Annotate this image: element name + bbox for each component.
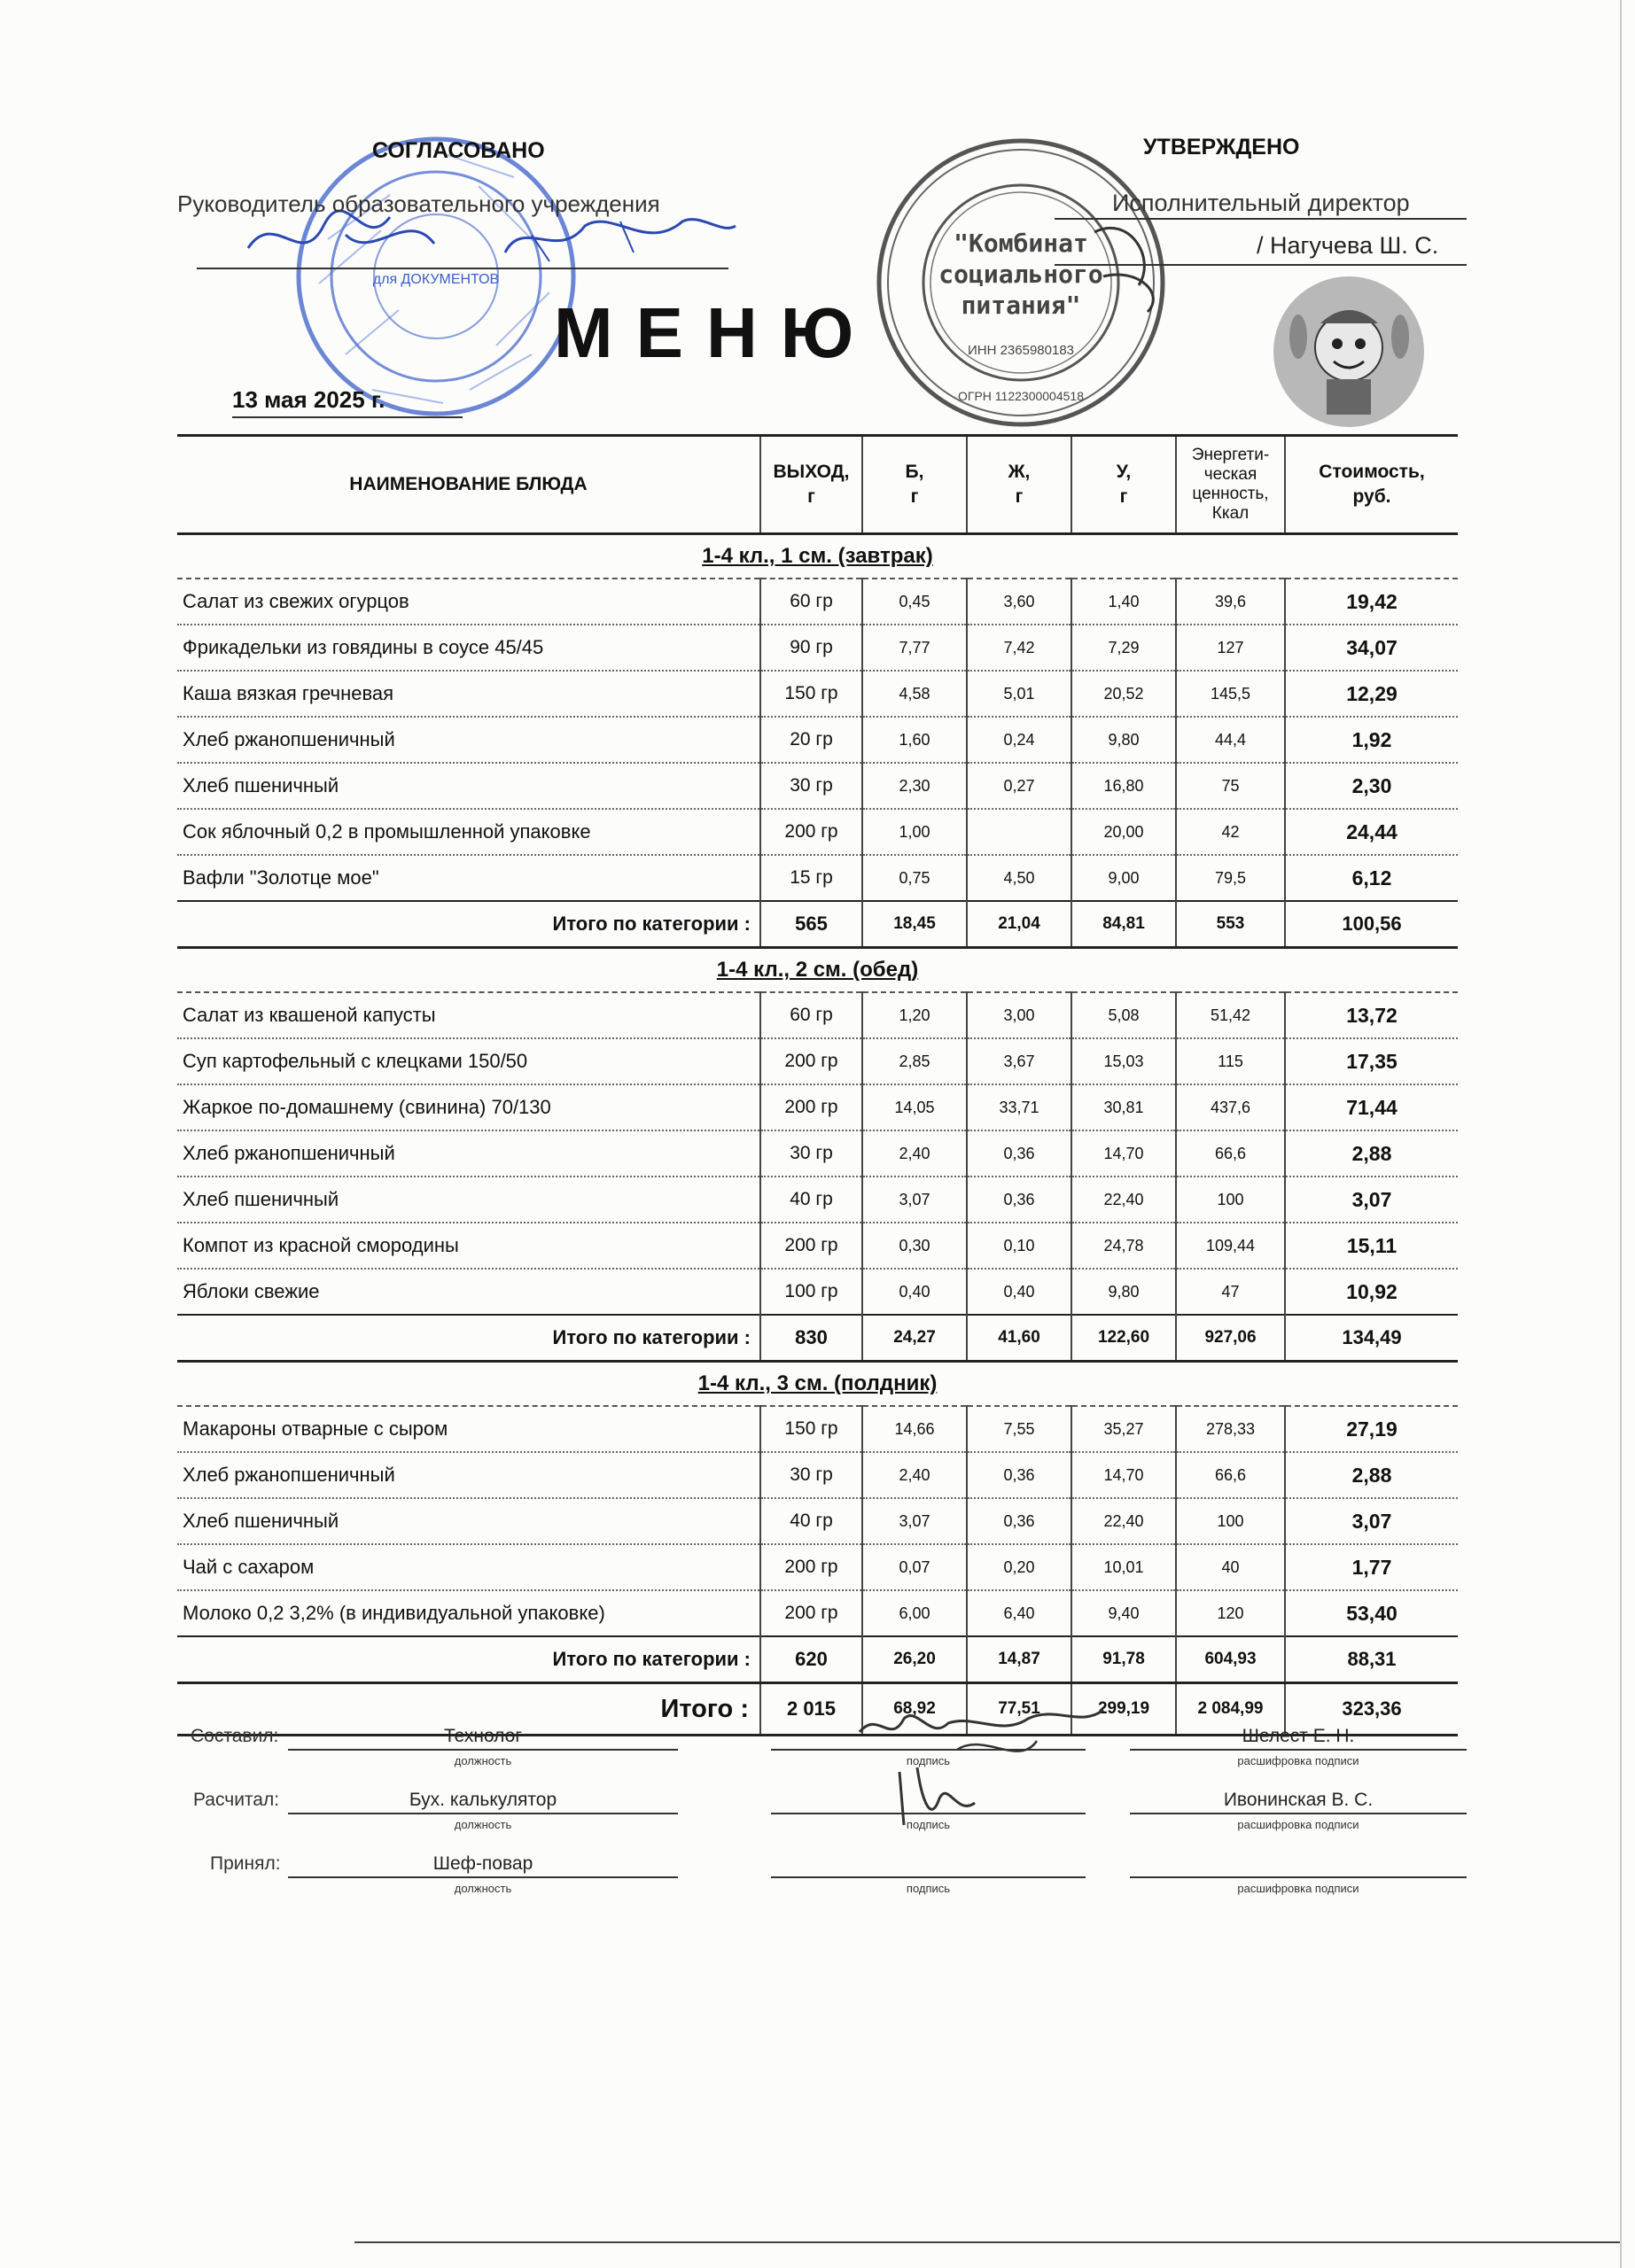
yield-cell: 30 гр bbox=[760, 1452, 862, 1498]
company-stamp bbox=[873, 135, 1170, 431]
cost-cell: 71,44 bbox=[1285, 1084, 1458, 1130]
category-title: 1-4 кл., 3 см. (полдник) bbox=[177, 1362, 1458, 1407]
signature-caption: подпись bbox=[906, 1818, 951, 1831]
fat-cell: 7,42 bbox=[967, 625, 1071, 671]
page-bottom-rule bbox=[354, 2241, 1622, 2243]
total-cost-cell: 134,49 bbox=[1285, 1315, 1458, 1362]
technologist-signature bbox=[851, 1697, 1117, 1772]
cost-cell: 2,88 bbox=[1285, 1452, 1458, 1498]
total-protein-cell: 26,20 bbox=[862, 1636, 967, 1683]
fat-cell: 0,36 bbox=[967, 1452, 1071, 1498]
carbs-cell: 14,70 bbox=[1071, 1130, 1176, 1177]
category-total-row bbox=[177, 1315, 1458, 1362]
signature-line bbox=[771, 1876, 1086, 1878]
total-fat-cell: 41,60 bbox=[967, 1315, 1071, 1362]
date-underline bbox=[232, 416, 463, 418]
dish-name: Макароны отварные с сыром bbox=[177, 1406, 760, 1452]
dish-name: Фрикадельки из говядины в соусе 45/45 bbox=[177, 625, 760, 671]
decode-caption: расшифровка подписи bbox=[1237, 1882, 1359, 1895]
stamp-text-line-1: "Комбинат bbox=[954, 229, 1088, 258]
table-row bbox=[177, 625, 1458, 671]
cost-cell: 15,11 bbox=[1285, 1223, 1458, 1269]
grand-total-cost-cell: 323,36 bbox=[1285, 1683, 1458, 1736]
category-title: 1-4 кл., 2 см. (обед) bbox=[177, 948, 1458, 993]
energy-cell: 40 bbox=[1176, 1544, 1285, 1590]
accountant-signature bbox=[886, 1763, 984, 1829]
position-line bbox=[288, 1749, 678, 1751]
table-row bbox=[177, 1406, 1458, 1452]
table-row bbox=[177, 671, 1458, 717]
protein-cell: 0,75 bbox=[862, 855, 967, 901]
fat-cell: 7,55 bbox=[967, 1406, 1071, 1452]
fat-cell: 0,27 bbox=[967, 763, 1071, 809]
col-header-energy: Энергети- ческая ценность, Ккал bbox=[1176, 436, 1285, 534]
energy-cell: 66,6 bbox=[1176, 1452, 1285, 1498]
protein-cell: 2,40 bbox=[862, 1130, 967, 1177]
protein-cell: 2,85 bbox=[862, 1038, 967, 1084]
table-row bbox=[177, 855, 1458, 901]
col-header-protein: Б, г bbox=[862, 436, 967, 534]
cost-cell: 2,88 bbox=[1285, 1130, 1458, 1177]
yield-cell: 200 гр bbox=[760, 1544, 862, 1590]
energy-cell: 79,5 bbox=[1176, 855, 1285, 901]
yield-cell: 100 гр bbox=[760, 1269, 862, 1315]
head-of-school-role: Руководитель образовательного учреждения bbox=[177, 190, 660, 217]
yield-cell: 200 гр bbox=[760, 1223, 862, 1269]
energy-cell: 109,44 bbox=[1176, 1223, 1285, 1269]
protein-cell: 14,05 bbox=[862, 1084, 967, 1130]
yield-cell: 200 гр bbox=[760, 1038, 862, 1084]
fat-cell: 6,40 bbox=[967, 1590, 1071, 1636]
col-header-carbs: У, г bbox=[1071, 436, 1176, 534]
total-label: Итого по категории : bbox=[177, 1315, 760, 1362]
yield-cell: 200 гр bbox=[760, 1084, 862, 1130]
yield-cell: 15 гр bbox=[760, 855, 862, 901]
cost-cell: 3,07 bbox=[1285, 1498, 1458, 1544]
fat-cell: 0,20 bbox=[967, 1544, 1071, 1590]
cost-cell: 17,35 bbox=[1285, 1038, 1458, 1084]
table-row bbox=[177, 1038, 1458, 1084]
carbs-cell: 20,52 bbox=[1071, 671, 1176, 717]
signature-caption: подпись bbox=[906, 1754, 951, 1767]
table-row bbox=[177, 1177, 1458, 1223]
protein-cell: 1,60 bbox=[862, 717, 967, 763]
table-row bbox=[177, 579, 1458, 625]
signature-line bbox=[197, 268, 728, 269]
total-cost-cell: 88,31 bbox=[1285, 1636, 1458, 1683]
table-row bbox=[177, 809, 1458, 855]
cost-cell: 1,77 bbox=[1285, 1544, 1458, 1590]
carbs-cell: 24,78 bbox=[1071, 1223, 1176, 1269]
total-label: Итого по категории : bbox=[177, 901, 760, 948]
protein-cell: 14,66 bbox=[862, 1406, 967, 1452]
cost-cell: 19,42 bbox=[1285, 579, 1458, 625]
yield-cell: 60 гр bbox=[760, 579, 862, 625]
total-fat-cell: 21,04 bbox=[967, 901, 1071, 948]
cost-cell: 2,30 bbox=[1285, 763, 1458, 809]
table-row bbox=[177, 1084, 1458, 1130]
executive-director-role: Исполнительный директор bbox=[1112, 190, 1410, 216]
energy-cell: 100 bbox=[1176, 1498, 1285, 1544]
table-row bbox=[177, 1223, 1458, 1269]
energy-cell: 39,6 bbox=[1176, 579, 1285, 625]
total-cost-cell: 100,56 bbox=[1285, 901, 1458, 948]
carbs-cell: 9,00 bbox=[1071, 855, 1176, 901]
grand-total-fat-cell: 77,51 bbox=[967, 1683, 1071, 1736]
carbs-cell: 5,08 bbox=[1071, 992, 1176, 1038]
director-name: / Нагучева Ш. С. bbox=[1257, 232, 1439, 259]
position-line bbox=[288, 1876, 678, 1878]
table-row bbox=[177, 1130, 1458, 1177]
decode-line bbox=[1130, 1749, 1467, 1751]
cost-cell: 34,07 bbox=[1285, 625, 1458, 671]
total-yield-cell: 620 bbox=[760, 1636, 862, 1683]
carbs-cell: 22,40 bbox=[1071, 1177, 1176, 1223]
carbs-cell: 10,01 bbox=[1071, 1544, 1176, 1590]
dish-name: Каша вязкая гречневая bbox=[177, 671, 760, 717]
carbs-cell: 9,40 bbox=[1071, 1590, 1176, 1636]
protein-cell: 4,58 bbox=[862, 671, 967, 717]
category-total-row bbox=[177, 901, 1458, 948]
total-carbs-cell: 122,60 bbox=[1071, 1315, 1176, 1362]
fat-cell: 4,50 bbox=[967, 855, 1071, 901]
energy-cell: 120 bbox=[1176, 1590, 1285, 1636]
col-header-yield: ВЫХОД, г bbox=[760, 436, 862, 534]
total-carbs-cell: 84,81 bbox=[1071, 901, 1176, 948]
carbs-cell: 35,27 bbox=[1071, 1406, 1176, 1452]
fat-cell: 0,36 bbox=[967, 1177, 1071, 1223]
yield-cell: 30 гр bbox=[760, 763, 862, 809]
carbs-cell: 20,00 bbox=[1071, 809, 1176, 855]
grand-total-yield-cell: 2 015 bbox=[760, 1683, 862, 1736]
decode-line bbox=[1130, 1876, 1467, 1878]
position-line bbox=[288, 1813, 678, 1814]
fat-cell: 3,60 bbox=[967, 579, 1071, 625]
carbs-cell: 9,80 bbox=[1071, 717, 1176, 763]
grand-total-label: Итого : bbox=[177, 1683, 760, 1736]
col-header-name: НАИМЕНОВАНИЕ БЛЮДА bbox=[177, 436, 760, 534]
stamp-text-line-3: питания" bbox=[961, 291, 1081, 320]
protein-cell: 0,45 bbox=[862, 579, 967, 625]
cost-cell: 13,72 bbox=[1285, 992, 1458, 1038]
footer-position: Технолог bbox=[443, 1726, 522, 1746]
category-title: 1-4 кл., 1 см. (завтрак) bbox=[177, 534, 1458, 579]
decode-line bbox=[1130, 1813, 1467, 1814]
fat-cell: 0,24 bbox=[967, 717, 1071, 763]
energy-cell: 437,6 bbox=[1176, 1084, 1285, 1130]
total-energy-cell: 604,93 bbox=[1176, 1636, 1285, 1683]
yield-cell: 150 гр bbox=[760, 671, 862, 717]
dish-name: Хлеб пшеничный bbox=[177, 1177, 760, 1223]
approved-label: СОГЛАСОВАНО bbox=[372, 138, 545, 163]
chef-boy-logo-icon bbox=[1272, 275, 1427, 430]
position-caption: должность bbox=[454, 1818, 512, 1831]
carbs-cell: 15,03 bbox=[1071, 1038, 1176, 1084]
protein-cell: 0,40 bbox=[862, 1269, 967, 1315]
dish-name: Хлеб ржанопшеничный bbox=[177, 1130, 760, 1177]
energy-cell: 127 bbox=[1176, 625, 1285, 671]
dish-name: Хлеб пшеничный bbox=[177, 1498, 760, 1544]
protein-cell: 3,07 bbox=[862, 1498, 967, 1544]
dish-name: Хлеб пшеничный bbox=[177, 763, 760, 809]
signature-line bbox=[1055, 264, 1467, 266]
yield-cell: 60 гр bbox=[760, 992, 862, 1038]
col-header-fat: Ж, г bbox=[967, 436, 1071, 534]
dish-name: Компот из красной смородины bbox=[177, 1223, 760, 1269]
col-header-cost: Стоимость, руб. bbox=[1285, 436, 1458, 534]
cost-cell: 53,40 bbox=[1285, 1590, 1458, 1636]
total-energy-cell: 553 bbox=[1176, 901, 1285, 948]
total-carbs-cell: 91,78 bbox=[1071, 1636, 1176, 1683]
table-row bbox=[177, 1544, 1458, 1590]
footer-row-label: Расчитал: bbox=[193, 1790, 280, 1810]
carbs-cell: 16,80 bbox=[1071, 763, 1176, 809]
energy-cell: 145,5 bbox=[1176, 671, 1285, 717]
fat-cell: 0,40 bbox=[967, 1269, 1071, 1315]
position-caption: должность bbox=[454, 1882, 512, 1895]
stamp-text-line-2: социального bbox=[938, 260, 1103, 289]
dish-name: Салат из квашеной капусты bbox=[177, 992, 760, 1038]
table-header-row bbox=[177, 436, 1458, 534]
yield-cell: 30 гр bbox=[760, 1130, 862, 1177]
fat-cell: 3,00 bbox=[967, 992, 1071, 1038]
energy-cell: 51,42 bbox=[1176, 992, 1285, 1038]
menu-date: 13 мая 2025 г. bbox=[232, 386, 385, 413]
cost-cell: 12,29 bbox=[1285, 671, 1458, 717]
fat-cell: 0,10 bbox=[967, 1223, 1071, 1269]
page-title: МЕНЮ bbox=[554, 293, 877, 372]
energy-cell: 42 bbox=[1176, 809, 1285, 855]
scan-edge bbox=[1620, 0, 1622, 2268]
footer-row-label: Составил: bbox=[191, 1726, 279, 1746]
position-caption: должность bbox=[454, 1754, 512, 1767]
dish-name: Хлеб ржанопшеничный bbox=[177, 1452, 760, 1498]
carbs-cell: 22,40 bbox=[1071, 1498, 1176, 1544]
protein-cell: 0,30 bbox=[862, 1223, 967, 1269]
yield-cell: 90 гр bbox=[760, 625, 862, 671]
stamp-center-text: для ДОКУМЕНТОВ bbox=[372, 272, 500, 287]
dish-name: Хлеб ржанопшеничный bbox=[177, 717, 760, 763]
footer-position: Шеф-повар bbox=[432, 1853, 533, 1874]
yield-cell: 40 гр bbox=[760, 1177, 862, 1223]
protein-cell: 2,30 bbox=[862, 763, 967, 809]
table-row bbox=[177, 717, 1458, 763]
dish-name: Жаркое по-домашнему (свинина) 70/130 bbox=[177, 1084, 760, 1130]
energy-cell: 100 bbox=[1176, 1177, 1285, 1223]
cost-cell: 27,19 bbox=[1285, 1406, 1458, 1452]
category-total-row bbox=[177, 1636, 1458, 1683]
cost-cell: 3,07 bbox=[1285, 1177, 1458, 1223]
dish-name: Суп картофельный с клецками 150/50 bbox=[177, 1038, 760, 1084]
fat-cell: 0,36 bbox=[967, 1498, 1071, 1544]
carbs-cell: 9,80 bbox=[1071, 1269, 1176, 1315]
yield-cell: 20 гр bbox=[760, 717, 862, 763]
total-yield-cell: 565 bbox=[760, 901, 862, 948]
table-row bbox=[177, 1590, 1458, 1636]
dish-name: Чай с сахаром bbox=[177, 1544, 760, 1590]
yield-cell: 200 гр bbox=[760, 809, 862, 855]
yield-cell: 150 гр bbox=[760, 1406, 862, 1452]
fat-cell bbox=[967, 809, 1071, 855]
category-row bbox=[177, 534, 1458, 579]
stamp-inn: ИНН 2365980183 bbox=[967, 343, 1075, 358]
carbs-cell: 14,70 bbox=[1071, 1452, 1176, 1498]
total-label: Итого по категории : bbox=[177, 1636, 760, 1683]
protein-cell: 7,77 bbox=[862, 625, 967, 671]
yield-cell: 40 гр bbox=[760, 1498, 862, 1544]
table-row bbox=[177, 1452, 1458, 1498]
energy-cell: 115 bbox=[1176, 1038, 1285, 1084]
carbs-cell: 1,40 bbox=[1071, 579, 1176, 625]
dish-name: Вафли "Золотце мое" bbox=[177, 855, 760, 901]
category-row bbox=[177, 948, 1458, 993]
total-fat-cell: 14,87 bbox=[967, 1636, 1071, 1683]
footer-position: Бух. калькулятор bbox=[409, 1790, 557, 1810]
signature-line bbox=[1055, 218, 1467, 220]
grand-total-carbs-cell: 299,19 bbox=[1071, 1683, 1176, 1736]
total-protein-cell: 24,27 bbox=[862, 1315, 967, 1362]
signature-caption: подпись bbox=[906, 1882, 951, 1895]
fat-cell: 5,01 bbox=[967, 671, 1071, 717]
decode-caption: расшифровка подписи bbox=[1237, 1818, 1359, 1831]
protein-cell: 1,20 bbox=[862, 992, 967, 1038]
footer-person-name: Шелест Е. Н. bbox=[1242, 1726, 1355, 1746]
fat-cell: 0,36 bbox=[967, 1130, 1071, 1177]
protein-cell: 2,40 bbox=[862, 1452, 967, 1498]
cost-cell: 10,92 bbox=[1285, 1269, 1458, 1315]
table-row bbox=[177, 1269, 1458, 1315]
total-protein-cell: 18,45 bbox=[862, 901, 967, 948]
carbs-cell: 7,29 bbox=[1071, 625, 1176, 671]
energy-cell: 47 bbox=[1176, 1269, 1285, 1315]
grand-total-energy-cell: 2 084,99 bbox=[1176, 1683, 1285, 1736]
carbs-cell: 30,81 bbox=[1071, 1084, 1176, 1130]
energy-cell: 66,6 bbox=[1176, 1130, 1285, 1177]
energy-cell: 44,4 bbox=[1176, 717, 1285, 763]
energy-cell: 75 bbox=[1176, 763, 1285, 809]
confirmed-label: УТВЕРЖДЕНО bbox=[1143, 135, 1300, 159]
fat-cell: 33,71 bbox=[967, 1084, 1071, 1130]
decode-caption: расшифровка подписи bbox=[1237, 1754, 1359, 1767]
protein-cell: 1,00 bbox=[862, 809, 967, 855]
table-row bbox=[177, 992, 1458, 1038]
energy-cell: 278,33 bbox=[1176, 1406, 1285, 1452]
footer-person-name: Ивонинская В. С. bbox=[1223, 1790, 1374, 1810]
grand-total-protein-cell: 68,92 bbox=[862, 1683, 967, 1736]
protein-cell: 3,07 bbox=[862, 1177, 967, 1223]
yield-cell: 200 гр bbox=[760, 1590, 862, 1636]
table-row bbox=[177, 763, 1458, 809]
protein-cell: 0,07 bbox=[862, 1544, 967, 1590]
fat-cell: 3,67 bbox=[967, 1038, 1071, 1084]
dish-name: Молоко 0,2 3,2% (в индивидуальной упаковке) bbox=[177, 1590, 760, 1636]
table-row bbox=[177, 1498, 1458, 1544]
category-row bbox=[177, 1362, 1458, 1407]
cost-cell: 6,12 bbox=[1285, 855, 1458, 901]
protein-cell: 6,00 bbox=[862, 1590, 967, 1636]
total-energy-cell: 927,06 bbox=[1176, 1315, 1285, 1362]
footer-row-label: Принял: bbox=[210, 1853, 281, 1874]
dish-name: Салат из свежих огурцов bbox=[177, 579, 760, 625]
dish-name: Сок яблочный 0,2 в промышленной упаковке bbox=[177, 809, 760, 855]
stamp-ogrn: ОГРН 1122300004518 bbox=[958, 389, 1084, 403]
cost-cell: 1,92 bbox=[1285, 717, 1458, 763]
dish-name: Яблоки свежие bbox=[177, 1269, 760, 1315]
menu-table bbox=[177, 434, 1458, 1736]
total-yield-cell: 830 bbox=[760, 1315, 862, 1362]
cost-cell: 24,44 bbox=[1285, 809, 1458, 855]
